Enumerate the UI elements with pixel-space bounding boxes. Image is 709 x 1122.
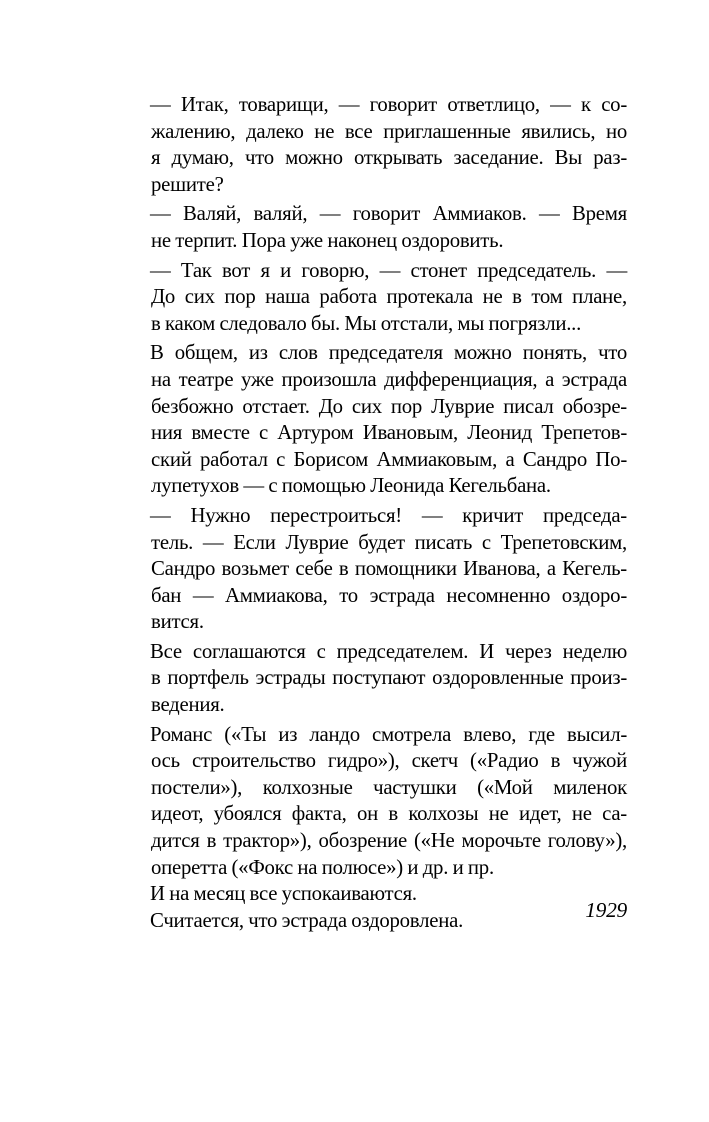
text-line: — Итак, товарищи, — говорит ответлицо, — к со- [150,93,627,116]
text-line: лупетухов — с помощью Леонида Кегельбана. [151,474,551,498]
text-line: тель. — Если Луврие будет писать с Трепетовским, [151,530,627,554]
text-line: Сандро возьмет себе в помощники Иванова, а Кегель- [151,557,627,581]
text-line: безбожно отстает. До сих пор Луврие писал обозре- [151,394,627,418]
text-line: Считается, что эстрада оздоровлена. [150,908,464,932]
text-line: на театре уже произошла дифференциация, а эстрада [151,367,627,391]
text-line: бан — Аммиакова, то эстрада несомненно оздоро- [151,583,627,607]
paragraph-6 [119,639,627,719]
text-line: ось строительство гидро»), скетч («Радио в чужой [151,749,627,773]
text-line: — Нужно перестроиться! — кричит председа- [150,503,627,527]
text-line: я думаю, что можно открывать заседание. Вы раз- [151,146,627,170]
text-line: не терпит. Пора уже наконец оздоровить. [151,228,504,252]
text-line: — Так вот я и говорю, — стонет председатель. — [150,258,627,282]
text-line: жалению, далеко не все приглашенные явились, но [151,119,627,143]
text-line: До сих пор наша работа протекала не в том плане, [151,285,627,309]
text-line: вится. [151,610,204,634]
text-line: В общем, из слов председателя можно понять, что [150,341,627,365]
text-line: решите? [151,172,224,196]
paragraph-8 [119,881,627,908]
paragraph-9 [119,908,627,935]
text-line: дится в трактор»), обозрение («Не морочьте голову»), [151,829,627,853]
text-line: оперетта («Фокс на полюсе») и др. и пр. [151,855,494,879]
text-line: Все соглашаются с председателем. И через неделю [150,639,627,663]
text-line: в каком следовало бы. Мы отстали, мы погрязли... [151,311,582,335]
paragraph-5 [119,503,627,636]
paragraph-2 [119,201,627,254]
page-body [119,92,627,934]
text-line: ведения. [151,693,225,717]
text-line: — Валяй, валяй, — говорит Аммиаков. — Время [150,202,627,226]
text-line: в портфель эстрады поступают оздоровленные произ- [151,666,627,690]
text-line: ский работал с Борисом Аммиаковым, а Сандро По- [151,447,627,471]
paragraph-7 [119,722,627,882]
text-line: ния вместе с Артуром Ивановым, Леонид Трепетов- [151,421,627,445]
paragraph-4 [119,340,627,500]
text-line: постели»), колхозные частушки («Мой миленок [151,775,627,799]
paragraph-3 [119,258,627,338]
text-line: Романс («Ты из ландо смотрела влево, где высил- [150,722,627,746]
paragraph-1 [119,92,627,198]
text-line: И на месяц все успокаиваются. [150,882,417,906]
date-signature: 1929 [585,898,627,922]
text-line: идеот, убоялся факта, он в колхозы не идет, не са- [151,802,627,826]
